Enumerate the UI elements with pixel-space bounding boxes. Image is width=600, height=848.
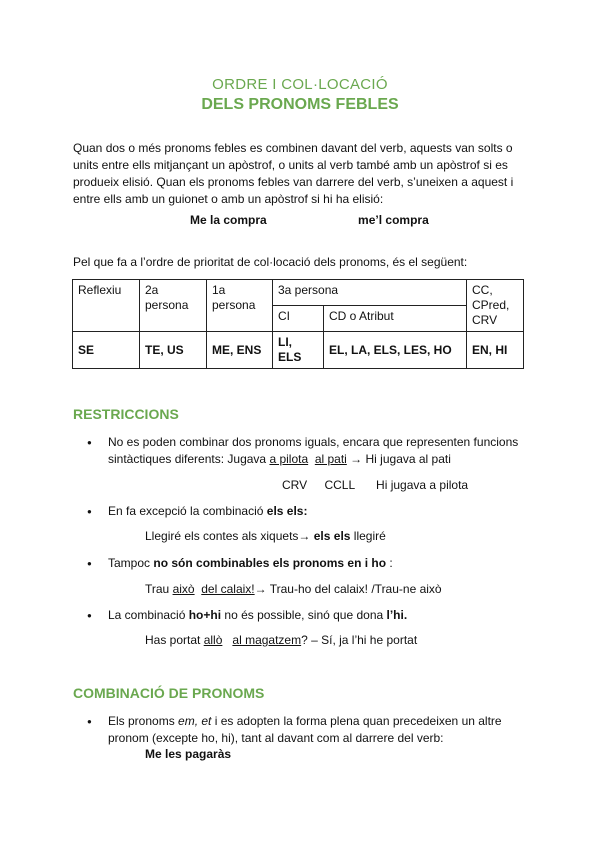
restriction-bullet-3 <box>90 555 530 572</box>
cell-se: SE <box>73 332 140 369</box>
b1-labels <box>282 477 468 494</box>
c1-em: em, et <box>178 714 212 728</box>
b2-example <box>145 528 386 545</box>
cell-te: TE, US <box>140 332 207 369</box>
combination-example: Me les pagaràs <box>145 747 232 761</box>
example-a: Me la compra <box>190 213 267 227</box>
b4-mid: no és possible, sinó que dona <box>221 608 387 622</box>
c1-text2: i es adopten la forma plena quan precedeixen un altre pronom (excepte ho, hi), tant al davant com al darrere del verb: <box>108 714 502 745</box>
cell-me: ME, ENS <box>207 332 273 369</box>
b2-ex-bold: els els <box>310 529 351 543</box>
restriction-bullet-2 <box>90 503 530 520</box>
th-1a-persona: 1a persona <box>207 280 273 332</box>
th-2a-persona: 2a persona <box>140 280 207 332</box>
b2-arrow: → <box>298 529 311 543</box>
order-intro: Pel que fa a l’ordre de prioritat de col·locació dels pronoms, és el següent: <box>73 255 468 269</box>
b3-bold: no són combinables els pronoms en i ho <box>153 556 387 570</box>
b1-arrow: → Hi jugava al pati <box>346 452 451 466</box>
b1-u2: al pati <box>314 452 347 466</box>
b3-end: : <box>386 556 393 570</box>
th-cc: CC, CPred, CRV <box>467 280 524 332</box>
b4-u1: allò <box>203 633 223 647</box>
b3-ex1: Trau <box>145 582 173 596</box>
example-row <box>190 213 429 227</box>
b3-example <box>145 581 442 598</box>
b3-u1: això <box>172 582 195 596</box>
b3-text: Tampoc <box>108 556 154 570</box>
b4-ex2: ? – Sí, ja l’hi he portat <box>301 633 418 647</box>
b4-bold2: l’hi. <box>386 608 408 622</box>
b1-u1: a pilota <box>269 452 309 466</box>
b4-bold1: ho+hi <box>188 608 222 622</box>
combination-bullet-1 <box>90 713 530 747</box>
cell-li: LI, ELS <box>273 332 324 369</box>
b1-label-ccll: CCLL <box>324 478 355 492</box>
title-line-2: DELS PRONOMS FEBLES <box>201 96 399 113</box>
intro-paragraph: Quan dos o més pronoms febles es combinen davant del verb, aquests van solts o units entre ells mitjançant un apòstrof, o units al verb també amb un apòstrof si es produeix elisió. Quan els pronoms febles van darrere del verb, s’uneixen a aquest i entre ells amb un guionet o amb un apòstrof si hi ha elisió: <box>73 141 514 206</box>
restrictions-heading: RESTRICCIONS <box>73 406 179 422</box>
restriction-bullet-1 <box>90 434 530 468</box>
title-line-1: ORDRE I COL·LOCACIÓ <box>212 76 388 93</box>
th-ci: CI <box>273 306 324 332</box>
b3-u2: del calaix! <box>201 582 255 596</box>
th-3a-persona: 3a persona <box>273 280 467 306</box>
b1-text: No es poden combinar dos pronoms iguals, encara que representen funcions sintàctiques diferents: Jugava <box>108 435 519 466</box>
b1-label-crv: CRV <box>282 478 308 492</box>
cell-el: EL, LA, ELS, LES, HO <box>324 332 467 369</box>
b4-text: La combinació <box>108 608 189 622</box>
cell-en: EN, HI <box>467 332 524 369</box>
c1-text1: Els pronoms <box>108 714 179 728</box>
restriction-bullet-4 <box>90 607 530 624</box>
combination-heading: COMBINACIÓ DE PRONOMS <box>73 685 265 701</box>
b2-ex1: Llegiré els contes als xiquets <box>145 529 299 543</box>
pronoun-order-table <box>72 279 524 369</box>
th-reflexiu: Reflexiu <box>73 280 140 332</box>
b4-ex1: Has portat <box>145 633 204 647</box>
example-b: me’l compra <box>358 213 429 227</box>
th-cd: CD o Atribut <box>324 306 467 332</box>
b1-label-result: Hi jugava a pilota <box>376 478 469 492</box>
b2-bold: els els: <box>266 504 308 518</box>
b2-ex2: llegiré <box>350 529 386 543</box>
b4-example <box>145 632 417 649</box>
b3-ex2: → Trau-ho del calaix! /Trau-ne això <box>254 582 442 596</box>
b2-text: En fa excepció la combinació <box>108 504 267 518</box>
b4-u2: al magatzem <box>232 633 302 647</box>
